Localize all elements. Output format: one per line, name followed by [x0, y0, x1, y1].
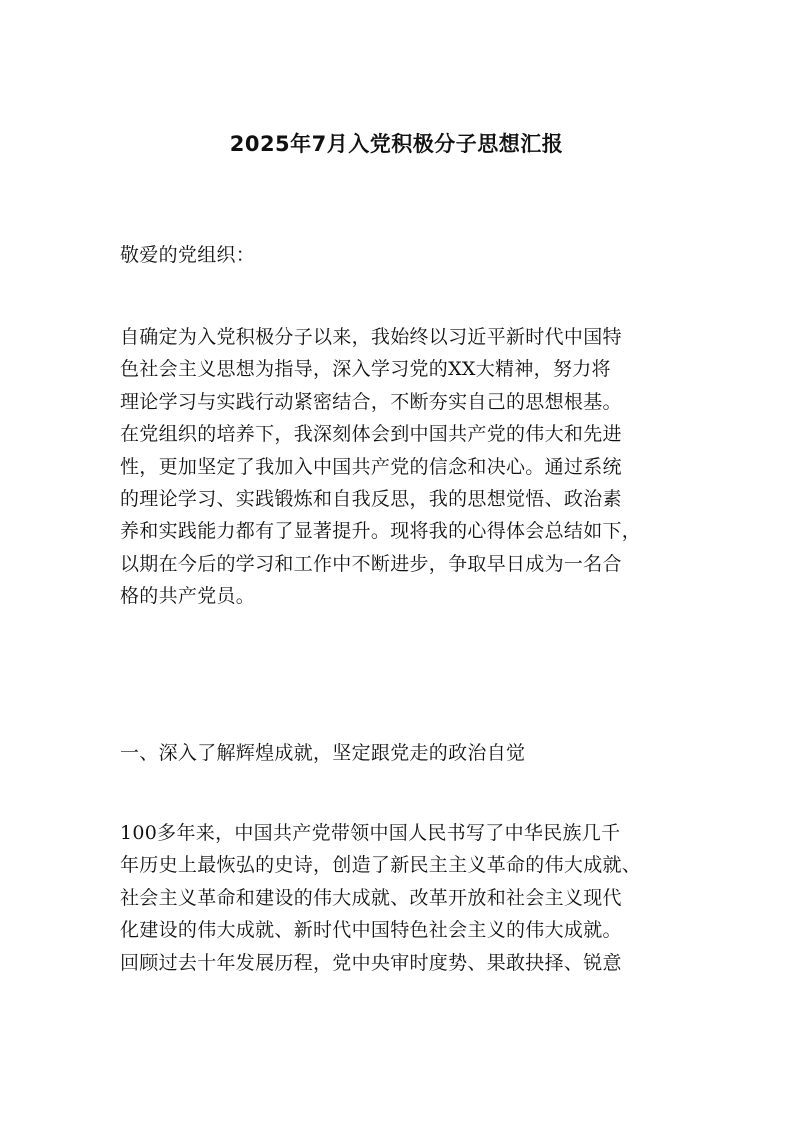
paragraph-line: 性，更加坚定了我加入中国共产党的信念和决心。通过系统 [120, 455, 622, 478]
salutation-block [120, 239, 700, 271]
salutation: 敬爱的党组织： [120, 244, 256, 266]
document-title: 2025年7月入党积极分子思想汇报 [229, 132, 564, 156]
paragraph-line: 以期在今后的学习和工作中不断进步，争取早日成为一名合 [120, 552, 622, 575]
paragraph-line: 理论学习与实践行动紧密结合，不断夯实自己的思想根基。 [120, 390, 622, 413]
paragraph-intro [120, 321, 700, 613]
section-heading-block [120, 737, 700, 769]
paragraph-line: 养和实践能力都有了显著提升。现将我的心得体会总结如下， [120, 520, 642, 543]
section-heading: 一、深入了解辉煌成就，坚定跟党走的政治自觉 [120, 742, 526, 764]
paragraph-history [120, 817, 700, 979]
paragraph-line: 的理论学习、实践锻炼和自我反思，我的思想觉悟、政治素 [120, 487, 622, 510]
paragraph-line: 格的共产党员。 [120, 585, 256, 608]
paragraph-line: 化建设的伟大成就、新时代中国特色社会主义的伟大成就。 [120, 919, 622, 942]
paragraph-line: 社会主义革命和建设的伟大成就、改革开放和社会主义现代 [120, 886, 622, 909]
paragraph-line: 回顾过去十年发展历程，党中央审时度势、果敢抉择、锐意 [120, 951, 622, 974]
paragraph-line: 自确定为入党积极分子以来，我始终以习近平新时代中国特 [120, 326, 622, 348]
paragraph-line: 在党组织的培养下，我深刻体会到中国共产党的伟大和先进 [120, 423, 622, 446]
paragraph-line: 年历史上最恢弘的史诗，创造了新民主主义革命的伟大成就、 [120, 854, 642, 877]
paragraph-line: 100多年来，中国共产党带领中国人民书写了中华民族几千 [120, 822, 621, 844]
paragraph-line: 色社会主义思想为指导，深入学习党的XX大精神，努力将 [120, 358, 611, 381]
